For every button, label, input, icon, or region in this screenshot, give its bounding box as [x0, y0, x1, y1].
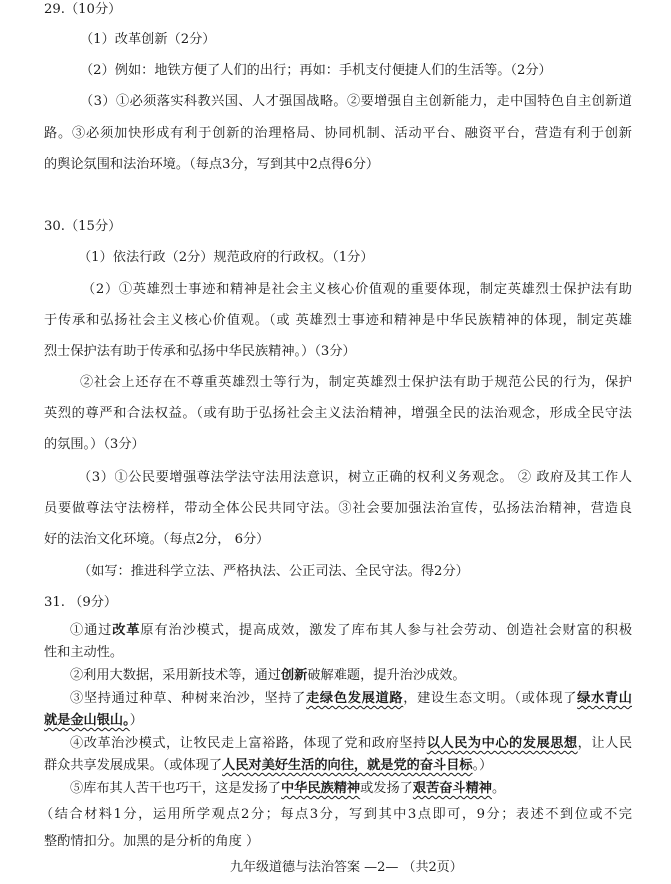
q30-part4-line1: （3）①公民要增强尊法学法守法用法意识，树立正确的权利义务观念。 ② 政府及其工作人	[78, 470, 632, 485]
q30-part1: （1）依法行政（2分）规范政府的行政权。（1分）	[78, 250, 374, 265]
page-footer: 九年级道德与法治答案 —2— （共2页）	[230, 860, 463, 875]
keyword-national-spirit: 中华民族精神	[281, 781, 361, 796]
q29-part3-line2: 路。③必须加快形成有利于创新的治理格局、协同机制、活动平台、融资平台，营造有利于创新	[44, 126, 632, 141]
q31-item2: ②利用大数据，采用新技术等，通过创新破解难题，提升治沙成效。	[70, 668, 466, 683]
q29-part3-line1: （3）①必须落实科教兴国、人才强国战略。②要增强自主创新能力，走中国特色自主创新道	[80, 94, 632, 109]
keyword-people-centered: 以人民为中心的发展思想	[426, 736, 578, 751]
q30-part4-line2: 员要做尊法守法榜样，带动全体公民共同守法。③社会要加强法治宣传，弘扬法治精神，营造良	[44, 501, 632, 516]
q31-item4-line2: 群众共享发展成果。（或体现了人民对美好生活的向往，就是党的奋斗目标。）	[44, 758, 493, 773]
q30-part3-line2: 英烈的尊严和合法权益。（或有助于弘扬社会主义法治精神，增强全民的法治观念，形成全民守法	[44, 406, 632, 421]
q30-part3-line1: ②社会上还存在不尊重英雄烈士等行为，制定英雄烈士保护法有助于规范公民的行为，保护	[80, 375, 632, 390]
q30-part2-line3: 烈士保护法有助于传承和弘扬中华民族精神。）（3分）	[44, 344, 356, 359]
q30-part3-line3: 的氛围。）（3分）	[44, 437, 145, 452]
q31-item5: ⑤库布其人苦干也巧干，这是发扬了中华民族精神或发扬了艰苦奋斗精神。	[70, 781, 506, 796]
q30-part2-line2: 于传承和弘扬社会主义核心价值观。（或 英雄烈士事迹和精神是中华民族精神的体现，制定英雄	[44, 313, 632, 328]
q30-title: 30.（15分）	[44, 219, 122, 234]
q31-note-line2: 整酌情扣分。加黑的是分析的角度 ）	[44, 834, 260, 849]
keyword-party-goal: 人民对美好生活的向往，就是党的奋斗目标	[222, 758, 473, 773]
q31-item1-line2: 性和主动性。	[44, 645, 124, 660]
q30-part4-line3: 好的法治文化环境。（每点2分， 6分）	[44, 532, 270, 547]
q31-title: 31. （9分）	[44, 595, 118, 610]
q31-item3-line1: ③坚持通过种草、种树来治沙，坚持了走绿色发展道路，建设生态文明。（或体现了绿水青山	[70, 691, 632, 706]
keyword-reform: 改革	[112, 623, 141, 638]
q31-item4-line1: ④改革治沙模式，让牧民走上富裕路，体现了党和政府坚持以人民为中心的发展思想，让人民	[70, 736, 633, 751]
q29-part3-line3: 的舆论氛围和法治环境。（每点3分，写到其中2点得6分）	[44, 157, 380, 172]
q29-title: 29.（10分）	[44, 2, 122, 17]
q30-part2-line1: （2）①英雄烈士事迹和精神是社会主义核心价值观的重要体现，制定英雄烈士保护法有助	[82, 282, 632, 297]
q31-item1-line1: ①通过改革原有治沙模式，提高成效，激发了库布其人参与社会劳动、创造社会财富的积极	[70, 623, 633, 638]
q31-item3-line2: 就是金山银山。）	[44, 713, 143, 728]
keyword-green-development: 走绿色发展道路	[306, 691, 404, 706]
keyword-innovation: 创新	[281, 668, 308, 683]
q31-note-line1: （结合材料1分，运用所学观点2分；每点3分，写到其中3点即可，9分；表述不到位或不完	[40, 807, 632, 822]
q29-part2: （2）例如：地铁方便了人们的出行；再如：手机支付便捷人们的生活等。（2分）	[80, 63, 552, 78]
q29-part1: （1）改革创新（2分）	[80, 32, 216, 47]
keyword-gold-mountains: 就是金山银山。	[44, 713, 130, 728]
keyword-hard-work-spirit: 艰苦奋斗精神	[412, 781, 492, 796]
keyword-green-mountains: 绿水青山	[577, 691, 632, 706]
q30-part5: （如写：推进科学立法、严格执法、公正司法、全民守法。得2分）	[78, 564, 469, 579]
